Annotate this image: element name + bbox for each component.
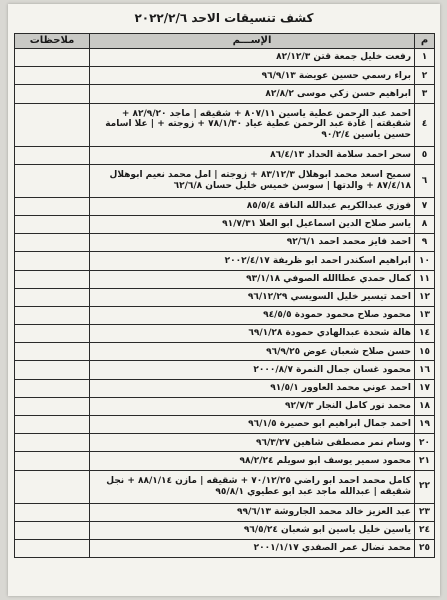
row-number: ٢٠ [415,434,435,452]
row-number: ١٣ [415,306,435,324]
row-number: ٤ [415,103,435,146]
row-name: محمود صلاح محمود حمودة ٩٤/٥/٥ [90,306,415,324]
row-notes [15,67,90,85]
row-number: ١١ [415,270,435,288]
row-number: ١٠ [415,252,435,270]
document-title: كشف تنسيقات الاحد ٢٠٢٢/٢/٦ [134,11,314,25]
row-name: كمال حمدي عطاالله الصوفي ٩٣/١/١٨ [90,270,415,288]
row-notes [15,270,90,288]
row-number: ١٩ [415,416,435,434]
row-notes [15,361,90,379]
table-row [15,67,435,85]
row-number: ١٤ [415,325,435,343]
row-number: ١٨ [415,397,435,415]
table-row [15,215,435,233]
table-row [15,288,435,306]
row-name: احمد جمال ابراهيم ابو حصيرة ٩٦/١/٥ [90,416,415,434]
table-row [15,146,435,164]
table-row [15,379,435,397]
row-name: فوزي عبدالكريم عبدالله الناقة ٨٥/٥/٤ [90,197,415,215]
table-row [15,234,435,252]
row-name: حسن صلاح شعبان عوض ٩٦/٩/٢٥ [90,343,415,361]
row-notes [15,521,90,539]
row-number: ٩ [415,234,435,252]
column-header-notes: ملاحظات [15,34,90,49]
row-number: ٢٤ [415,521,435,539]
row-notes [15,49,90,67]
row-number: ٦ [415,164,435,197]
table-row [15,164,435,197]
column-header-name: الإســـم [90,34,415,49]
row-number: ١٦ [415,361,435,379]
row-notes [15,539,90,557]
row-number: ١٧ [415,379,435,397]
row-name: ابراهيم اسكندر احمد ابو ظريفة ٢٠٠٢/٤/١٧ [90,252,415,270]
row-name: ابراهيم حسن زكي موسى ٨٢/٨/٢ [90,85,415,103]
row-name: محمود غسان جمال النمرة ٢٠٠٠/٨/٧ [90,361,415,379]
row-name: سحر احمد سلامة الحداد ٨٦/٤/١٣ [90,146,415,164]
table-row [15,434,435,452]
row-number: ٢٢ [415,470,435,503]
row-notes [15,343,90,361]
row-name: سميح اسعد محمد ابوهلال ٨٣/١٢/٣ + زوجته | امل محمد نعيم ابوهلال ٨٧/٤/١٨ + والدتها | سوسن خميس خليل حسان ٦٢/٦/٨ [90,164,415,197]
row-number: ٥ [415,146,435,164]
row-notes [15,434,90,452]
table-row [15,49,435,67]
row-notes [15,146,90,164]
row-notes [15,197,90,215]
row-number: ١٥ [415,343,435,361]
names-table [14,33,435,558]
row-number: ١ [415,49,435,67]
table-row [15,306,435,324]
row-name: ياسين خليل ياسين ابو شعبان ٩٦/٥/٢٤ [90,521,415,539]
row-notes [15,325,90,343]
table-row [15,452,435,470]
column-header-num: م [415,34,435,49]
row-notes [15,103,90,146]
row-name: محمود سمير يوسف ابو سويلم ٩٨/٢/٢٤ [90,452,415,470]
row-notes [15,306,90,324]
row-notes [15,252,90,270]
row-name: براء رسمي حسين عويضة ٩٦/٩/١٣ [90,67,415,85]
row-notes [15,379,90,397]
table-header-row [15,34,435,49]
table-row [15,521,435,539]
table-row [15,343,435,361]
row-notes [15,234,90,252]
table-row [15,270,435,288]
row-name: هالة شحدة عبدالهادي حمودة ٦٩/١/٢٨ [90,325,415,343]
row-notes [15,452,90,470]
row-notes [15,288,90,306]
row-notes [15,397,90,415]
row-notes [15,416,90,434]
row-number: ٢ [415,67,435,85]
row-name: محمد نور كامل النجار ٩٢/٧/٣ [90,397,415,415]
row-number: ٨ [415,215,435,233]
table-row [15,361,435,379]
row-notes [15,470,90,503]
row-name: رفعت خليل جمعة قتن ٨٢/١٢/٣ [90,49,415,67]
table-row [15,503,435,521]
row-name: ياسر صلاح الدين اسماعيل ابو العلا ٩١/٧/٣١ [90,215,415,233]
table-row [15,416,435,434]
row-number: ٣ [415,85,435,103]
row-name: احمد عبد الرحمن عطية ياسين ٨٠٧/١١ + شقيقه | ماجد ٨٢/٩/٢٠ + شقيقته | غادة عبد الرحمن عطية عياد ٧٨/١/٣٠ + زوجته + | علا اسامة حسين ياسين ٩٠/٢/٤ [90,103,415,146]
row-notes [15,503,90,521]
row-name: كامل محمد احمد ابو راضي ٧٠/١٢/٢٥ + شقيقه | مازن ٨٨/١/١٤ + نجل شقيقه | عبدالله ماجد عبد ابو عطيوي ٩٥/٨/١ [90,470,415,503]
row-notes [15,85,90,103]
table-row [15,539,435,557]
document-page [8,4,440,596]
row-name: احمد عوني محمد العاوور ٩١/٥/١ [90,379,415,397]
row-number: ٧ [415,197,435,215]
row-number: ٢١ [415,452,435,470]
row-notes [15,164,90,197]
row-number: ١٢ [415,288,435,306]
table-row [15,397,435,415]
row-number: ٢٣ [415,503,435,521]
row-name: محمد نضال عمر الصفدي ٢٠٠١/١/١٧ [90,539,415,557]
table-row [15,103,435,146]
row-name: احمد فايز محمد احمد ٩٢/٦/١ [90,234,415,252]
row-name: احمد تيسير خليل السويسي ٩٦/١٢/٢٩ [90,288,415,306]
table-row [15,470,435,503]
row-number: ٢٥ [415,539,435,557]
table-row [15,85,435,103]
table-row [15,252,435,270]
row-name: عبد العزيز خالد محمد الجاروشة ٩٩/٦/١٣ [90,503,415,521]
row-name: وسام نمر مصطفى شاهين ٩٦/٣/٢٧ [90,434,415,452]
table-row [15,197,435,215]
table-row [15,325,435,343]
row-notes [15,215,90,233]
